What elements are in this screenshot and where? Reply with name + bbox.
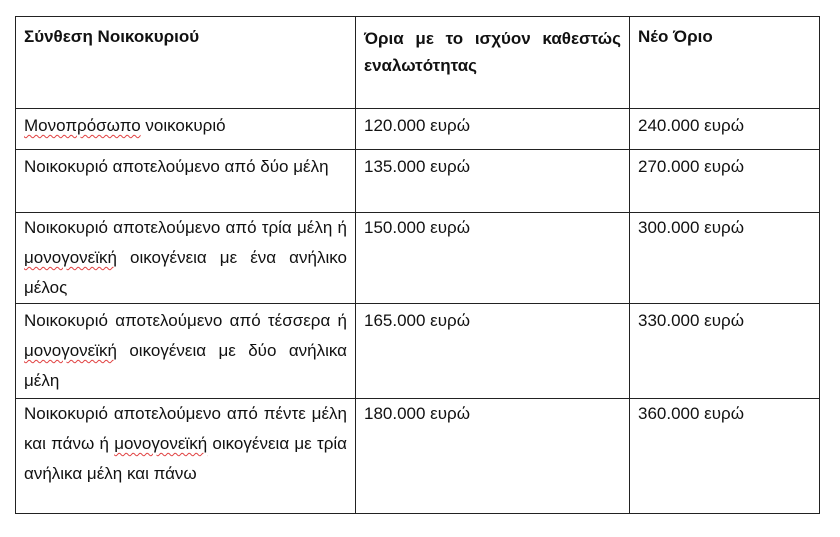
table-row <box>16 213 820 304</box>
table-row <box>16 304 820 399</box>
household-composition-cell: Μονοπρόσωπο νοικοκυριό <box>16 109 356 150</box>
new-limit-cell: 240.000 ευρώ <box>630 109 820 150</box>
current-limit-cell: 180.000 ευρώ <box>356 399 630 514</box>
table-row <box>16 150 820 213</box>
limits-table <box>15 16 820 514</box>
spellcheck-word: Μονοπρόσωπο <box>24 116 141 135</box>
household-composition-cell: Νοικοκυριό αποτελούμενο από τέσσερα ή μονογονεϊκή οικογένεια με δύο ανήλικα μέλη <box>16 304 356 399</box>
new-limit-cell: 300.000 ευρώ <box>630 213 820 304</box>
spellcheck-word: μονογονεϊκή <box>114 434 208 453</box>
table-header-row <box>16 17 820 109</box>
table-row <box>16 399 820 514</box>
spellcheck-word: μονογονεϊκή <box>24 248 117 267</box>
header-current-limits: Όρια με το ισχύον καθεστώς εναλωτότητας <box>356 17 630 109</box>
header-household-composition: Σύνθεση Νοικοκυριού <box>16 17 356 109</box>
new-limit-cell: 330.000 ευρώ <box>630 304 820 399</box>
current-limit-cell: 135.000 ευρώ <box>356 150 630 213</box>
table-row <box>16 109 820 150</box>
spellcheck-word: μονογονεϊκή <box>24 341 117 360</box>
household-composition-cell: Νοικοκυριό αποτελούμενο από δύο μέλη <box>16 150 356 213</box>
current-limit-cell: 120.000 ευρώ <box>356 109 630 150</box>
new-limit-cell: 360.000 ευρώ <box>630 399 820 514</box>
new-limit-cell: 270.000 ευρώ <box>630 150 820 213</box>
household-composition-cell: Νοικοκυριό αποτελούμενο από πέντε μέλη και πάνω ή μονογονεϊκή οικογένεια με τρία ανήλικα μέλη και πάνω <box>16 399 356 514</box>
header-new-limit: Νέο Όριο <box>630 17 820 109</box>
current-limit-cell: 165.000 ευρώ <box>356 304 630 399</box>
current-limit-cell: 150.000 ευρώ <box>356 213 630 304</box>
household-composition-cell: Νοικοκυριό αποτελούμενο από τρία μέλη ή μονογονεϊκή οικογένεια με ένα ανήλικο μέλος <box>16 213 356 304</box>
